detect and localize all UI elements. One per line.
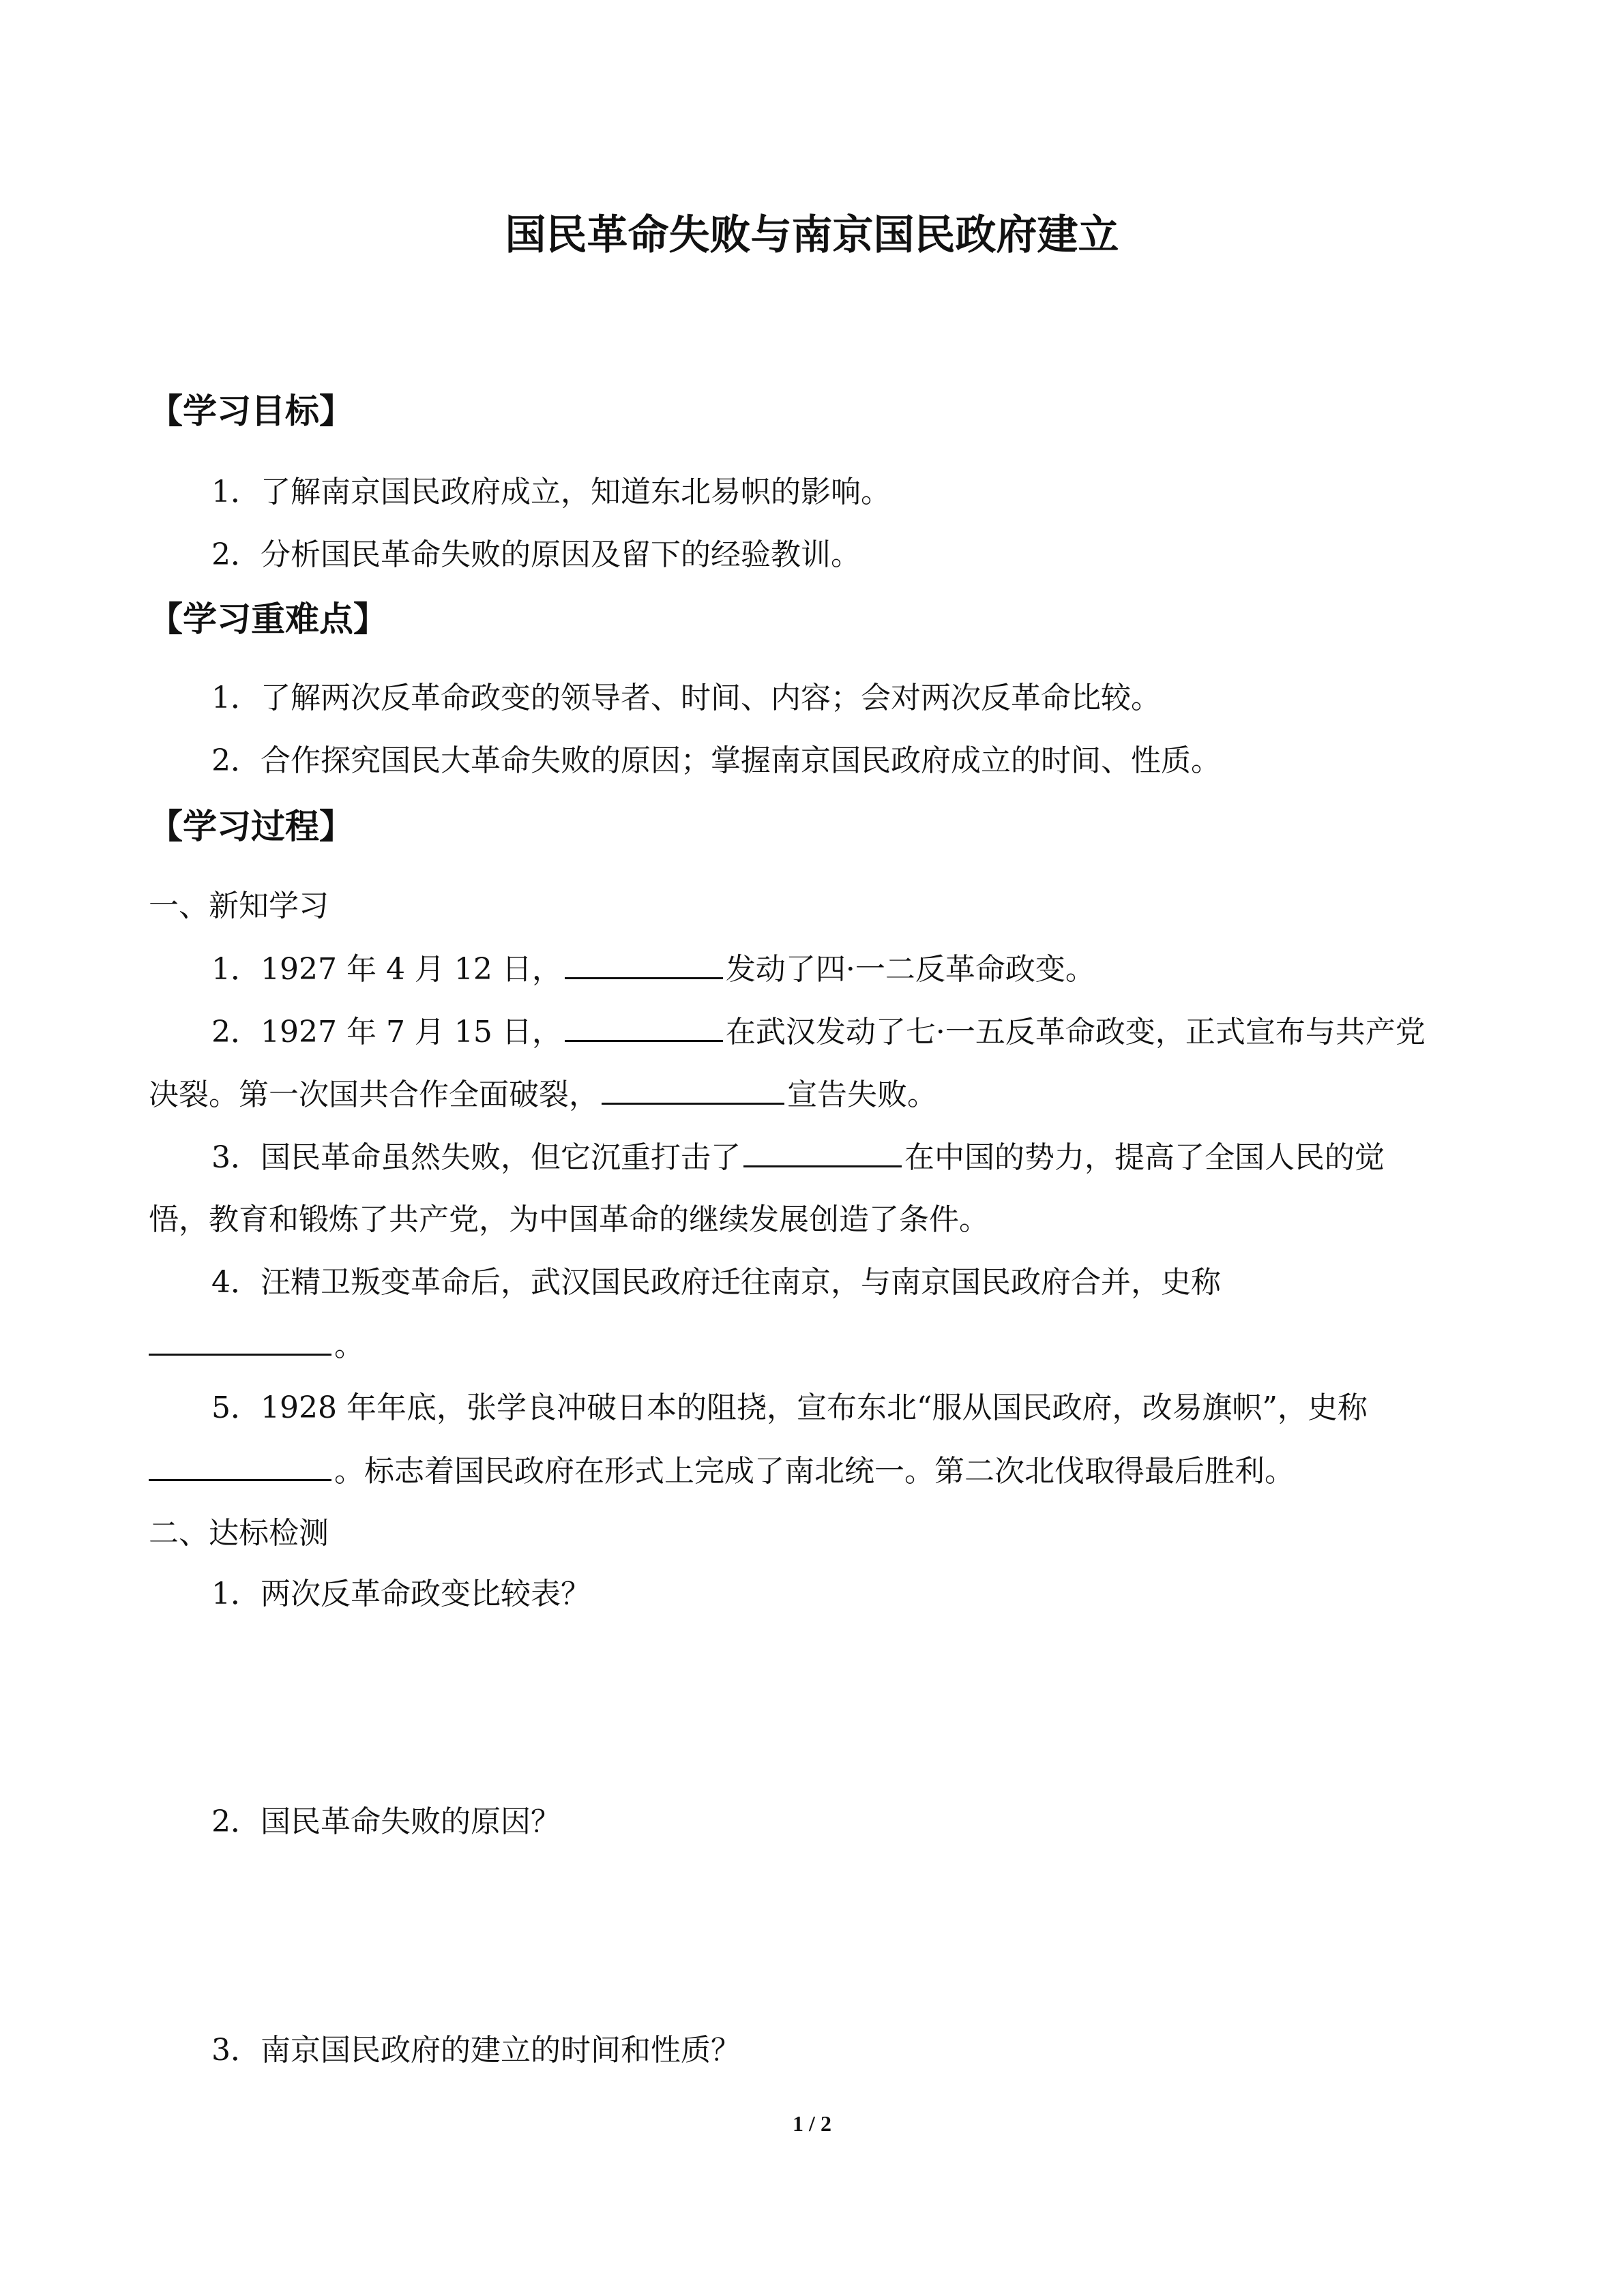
question-3-line-1 [211, 1135, 1385, 1180]
section-heading-process: 【学习过程】 [149, 807, 353, 846]
question-3-text-a: 3．国民革命虽然失败，但它沉重打击了 [211, 1140, 741, 1175]
question-2-text-c: 决裂。第一次国共合作全面破裂， [149, 1077, 599, 1112]
question-4-line-2 [149, 1324, 364, 1368]
question-5-line-1: 5．1928 年年底，张学良冲破日本的阻挠，宣布东北“服从国民政府，改易旗帜”，史称 [211, 1390, 1368, 1425]
goal-item-2: 2．分析国民革命失败的原因及留下的经验教训。 [211, 537, 861, 572]
answer-blank[interactable] [602, 1073, 784, 1105]
question-1-text-b: 发动了四·一二反革命政变。 [725, 952, 1095, 987]
question-3-text-b: 在中国的势力，提高了全国人民的觉 [904, 1140, 1385, 1175]
question-2-text-b: 在武汉发动了七·一五反革命政变，正式宣布与共产党 [725, 1015, 1426, 1049]
test-question-2: 2．国民革命失败的原因？ [211, 1804, 561, 1839]
goal-item-1: 1．了解南京国民政府成立，知道东北易帜的影响。 [211, 475, 891, 509]
answer-blank[interactable] [149, 1449, 331, 1481]
question-2-text-d: 宣告失败。 [787, 1077, 937, 1112]
key-point-item-2: 2．合作探究国民大革命失败的原因；掌握南京国民政府成立的时间、性质。 [211, 743, 1221, 778]
answer-blank[interactable] [565, 1010, 723, 1042]
question-3-line-2: 悟，教育和锻炼了共产党，为中国革命的继续发展创造了条件。 [149, 1202, 989, 1237]
part1-title: 一、新知学习 [149, 889, 329, 923]
part2-title: 二、达标检测 [149, 1516, 329, 1551]
question-2-line-2 [149, 1073, 937, 1117]
section-heading-goals: 【学习目标】 [149, 391, 353, 431]
key-point-item-1: 1．了解两次反革命政变的领导者、时间、内容；会对两次反革命比较。 [211, 681, 1161, 715]
question-1-text-a: 1．1927 年 4 月 12 日， [211, 952, 562, 987]
page-number: 1 / 2 [793, 2111, 831, 2136]
question-4-line-1: 4．汪精卫叛变革命后，武汉国民政府迁往南京，与南京国民政府合并，史称 [211, 1265, 1221, 1300]
question-4-text-b: 。 [334, 1328, 364, 1363]
question-2-text-a: 2．1927 年 7 月 15 日， [211, 1015, 562, 1049]
test-question-3: 3．南京国民政府的建立的时间和性质？ [211, 2033, 741, 2068]
question-1 [211, 947, 1095, 992]
answer-blank[interactable] [743, 1135, 902, 1167]
answer-blank[interactable] [149, 1324, 331, 1356]
answer-blank[interactable] [565, 947, 723, 979]
question-5-line-2 [149, 1449, 1295, 1493]
question-2-line-1 [211, 1010, 1426, 1054]
section-heading-key-points: 【学习重难点】 [149, 599, 387, 639]
question-5-text-b: 。标志着国民政府在形式上完成了南北统一。第二次北伐取得最后胜利。 [334, 1454, 1295, 1489]
test-question-1: 1．两次反革命政变比较表？ [211, 1577, 591, 1611]
page-title: 国民革命失败与南京国民政府建立 [505, 211, 1119, 259]
